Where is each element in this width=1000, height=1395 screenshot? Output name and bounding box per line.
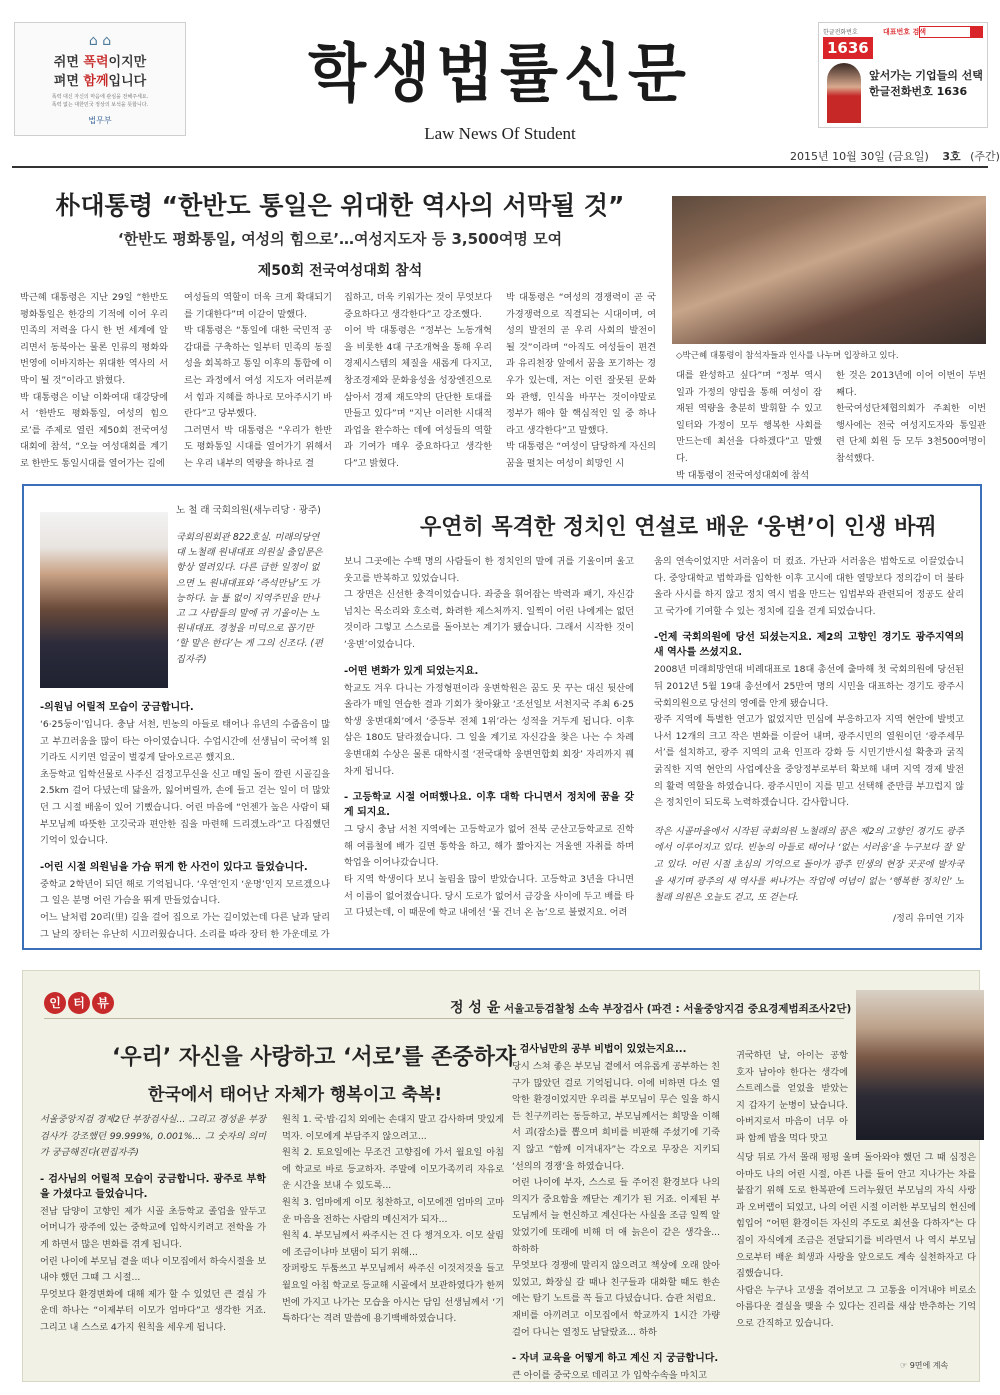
representative-photo <box>40 512 168 688</box>
profile-column-3 <box>654 554 964 944</box>
interview-badge <box>44 992 116 1014</box>
lead-subheadline-2: 제50회 전국여성대회 참석 <box>257 263 423 279</box>
representative-name: 노 철 래 국회의원(새누리당 · 광주) <box>176 505 321 516</box>
interview-badge-char-3: 뷰 <box>92 992 114 1014</box>
profile-column-2 <box>344 554 634 944</box>
lead-column-2: 여성들의 역할이 더욱 크게 확대되기를 기대한다”며 이같이 말했다. 박 대통령은 “통일에 대한 국민적 공감대를 구축하는 일부터 민족의 동질성을 회복하고 통일 이후의 통합에 이르는 과정에서 여성 지도자 여러분께서 힘과 지혜를 하나로 모아주시기 바란다”고 당부했다. 그러면서 박 대통령은 “우리가 한반도 평화통일 시대를 열어가기 위해서는 우리 내부의 역량을 하나로 결 <box>184 292 332 469</box>
profile-answer-5: 2008년 미래희망연대 비례대표로 18대 총선에 출마해 첫 국회의원에 당선된 뒤 2012년 5월 19대 총선에서 25만여 명의 시민을 대표하는 경기도 광주시 국회의원으로 당선의 영예를 안게 됐습니다. 광주 지역에 특별한 연고가 없었지만 민심에 부응하고자 지역 현안에 발벗고 나서 12개의 크고 작은 변화를 이끌어 내며, 광주시민의 열원이던 ‘광주세무서’를 설치하고, 광주 지역의 교육 인프라 강화 등 시민기반시설 확충과 굵직굵직한 지역 현안의 사업예산을 중앙정부로부터 확보해 내며 지역 경제 발전의 활력 역할을 하였습니다. 광주시민이 지를 믿고 선택해 준만큼 부끄럽지 않은 정치인이 되도록 노력하겠습니다. 감사합니다. <box>654 664 964 809</box>
interview-column-4b: 식당 뒤로 가서 몰래 펑펑 울며 돌아와야 했던 그 때 심정은 아마도 나의 어린 시절, 아픈 나를 들어 안고 지나가는 차를 붙잡기 위해 도로 한복판에 드러누웠던 부모님의 자식 사랑과 오버랩이 되었고, 나의 어린 시절 이러한 부모님의 헌신에 힘입어 “어떤 환경이든 자신의 주도로 최선을 다하자”는 다짐이 자식에게 조금은 전달되기를 비라면서 나 역시 부모님으로부터 배운 희생과 사랑을 앞으로도 계속 실천하자고 다짐했습니다. 사람은 누구나 고생을 겪어보고 그 고통을 이겨내야 비로소 아름다운 결실을 맺을 수 있다는 진리를 새삼 반추하는 기억으로 간직하고 있습니다. <box>736 1152 976 1329</box>
interview-subheadline: 한국에서 태어난 자체가 행복이고 축복! <box>148 1085 443 1105</box>
lead-headline: 朴대통령 “한반도 통일은 위대한 역사의 서막될 것” <box>55 191 625 220</box>
profile-column-1 <box>40 690 330 944</box>
profile-intro: 국회의원회관 822호실. 미래의당연대 노철래 원내대표 의원실 출입문은 항상 열려있다. 다른 급한 일정이 없으면 노 원내대표와 ‘즉석만남’도 가능하다. 늘 틀 없이 지역주민을 만나고 그 사람들의 말에 귀 기울이는 노 원내대표. 경청을 미덕으로 꼽기만 ‘할 말은 한다’는 게 그의 신조다. (편집자주) <box>176 532 323 665</box>
interviewee-byline <box>450 997 851 1017</box>
profile-answer-3: 학교도 겨우 다니는 가정형편이라 웅변학원은 꿈도 못 꾸는 대신 뒷산에 올라가 매일 연습한 결과 기회가 찾아왔고 ‘조선일보 서천지국 주최 6·25 학생 웅변대회’에서 ‘중등부 전체 1위’라는 성적을 거두게 됩니다. 이후 삼은 180도 달라졌습니다. 그 일을 계기로 자신감을 찾은 나는 수 차례 웅변대회 수상은 물론 대학시절 ‘전국대학 웅변연합회 회장’ 자리까지 꿰차게 됩니다. <box>344 682 634 777</box>
ad-right-slogan2: 한글전화번호 1636 <box>869 85 968 98</box>
interview-rule <box>44 1018 844 1019</box>
masthead-rule <box>12 166 988 168</box>
interview-question-1: - 검사님의 어릴적 모습이 궁금합니다. 광주로 부학을 가셨다고 들었습니다. <box>40 1173 266 1200</box>
profile-closing: 작은 시골마을에서 시작된 국회의원 노철래의 꿈은 제2의 고향인 경기도 광주에서 이루어지고 있다. 빈농의 아들로 태어나 ‘없는 서러움’을 누구보다 잘 알고 있다. 어린 시절 초심의 기억으로 돌아가 광주 민생의 현장 곳곳에 발자국을 새기며 광주의 새 역사를 써나가는 작업에 여념이 없는 ‘행복한 정치인’ 노철래 의원은 오늘도 걷고, 또 걷는다. <box>654 825 964 904</box>
ad-right-search-input[interactable] <box>919 26 971 38</box>
masthead-subtitle: Law News Of Student <box>424 124 576 143</box>
lead-photo-caption: ◇박근혜 대통령이 참석자들과 인사를 나누며 입장하고 있다. <box>676 351 899 361</box>
lead-column-1: 박근혜 대통령은 지난 29일 “한반도 평화통일은 한강의 기적에 이어 우리 민족의 저력을 다시 한 번 세계에 알리면서 동북아는 물론 인류의 평화와 번영에 이바지하는 위대한 역사의 서막이 될 것”이라고 밝혔다. 박 대통령은 이날 이화여대 대강당에서 ‘한반도 평화통일, 여성의 힘으로’를 주제로 열린 제50회 전국여성대회에 참석, “오늘 여성대회를 계기로 한반도 통일시대를 열어가는 길에 <box>20 292 168 469</box>
profile-answer-1: ‘6·25둥이’입니다. 충남 서천, 빈농의 아들로 태어나 유년의 수줍음이 많고 부끄러움을 많이 타는 아이였습니다. 수업시간에 선생님이 국어책 읽기라도 시키면 얼굴이 벌겋게 달아오르곤 했지요. 초등학교 입학선물로 사주신 검정고무신을 신고 매일 돌이 깔린 시골길을 2.5km 걸어 다녔는데 닳을까, 잃어버릴까, 손에 들고 걷는 일이 더 많았던 그 시절 배움이 있어 기뻤습니다. 어린 마음에 “언젠가 높은 사람이 돼 부모님께 따뜻한 고깃국과 편안한 집을 마련해 드리겠노라”고 다짐했던 기억이 있습니다. <box>40 719 330 847</box>
ad-right-slogan1: 앞서가는 기업들의 선택 <box>869 69 983 82</box>
interview-column-2: 원칙 1. 국·밥·김치 외에는 손대지 말고 감사하며 맛있게 먹자. 이모에게 부담주지 않으려고... 원칙 2. 토요일에는 무조건 고향집에 가서 월요일 아침에 학교로 바로 등교하자. 주말에 이모가족끼리 자유로운 시간을 보내 수 있도록... 원칙 3. 엄마에게 이모 칭찬하고, 이모에겐 엄마의 고마운 마음을 전하는 사람의 메신저가 되자... 원칙 4. 부모님께서 싸주시는 건 다 챙겨오자. 이모 살림에 조금이나마 보탬이 되기 위해... 장퍼랑도 두툼쓰고 부모님께서 싸주신 이것저것을 들고 월요일 아침 학교로 등교해 시골에서 보관하였다가 한꺼번에 가지고 나가는 모습을 아시는 담임 선생님께서 ‘기특하다’는 격려 말씀에 용기백배하였습니다. <box>282 1114 504 1325</box>
lead-column-5: 대를 완성하고 싶다”며 “정부 역시 일과 가정의 양립을 통해 여성이 잠재된 역량을 충분히 발휘할 수 있고 일터와 가정이 모두 행복한 사회를 만드는데 최선을 다하겠다”고 말했다. 박 대통령이 전국여성대회에 참석 <box>676 370 822 481</box>
lead-photo <box>672 196 986 344</box>
profile-answer-2: 중학교 2학년이 되던 해로 기억됩니다. ‘우연’인지 ‘운명’인지 모르겠으나 그 일은 분명 어린 가슴을 뛰게 만들었습니다. 어느 날처럼 20리(里) 길을 걸어 집으로 가는 길이었는데 다른 날과 달리 그 날의 장터는 유난히 시끄러웠습니다. 소리를 따라 장터 한 가운데로 가 <box>40 878 330 940</box>
profile-answer-4: 그 당시 충남 서천 지역에는 고등학교가 없어 전북 군산고등학교로 진학해 여름철에 배가 길면 통학을 하고, 해가 짧아지는 겨울엔 자취를 하며 학업을 이어나갔습니다. 타 지역 학생이다 보니 놀림을 많이 받았습니다. 고등학교 3년을 다니면서 이름이 없어졌습니다. 당시 도로가 없어서 금강을 사이에 두고 배를 타고 다녔는데, 이 때문에 학교 내에선 ‘물 건너 온 놈’으로 불렸지요. 어려 <box>344 824 634 919</box>
ad-left-line1: 쥐면 폭력이지만 <box>53 55 147 70</box>
ad-left-line2: 펴면 함께입니다 <box>53 74 147 89</box>
ad-right-search-label: 대표번호 검색 <box>883 28 927 36</box>
profile-question-1: -의원님 어릴적 모습이 궁금합니다. <box>40 702 194 713</box>
interview-intro: 서울중앙지검 경제2단 부장검사실... 그리고 경성윤 부장검사가 강조했던 99.999%, 0.001%... 그 숫자의 의미가 궁금해진다(편집자주) <box>40 1114 266 1159</box>
lead-subheadline: ‘한반도 평화통일, 여성의 힘으로’…여성지도자 등 3,500여명 모여 <box>117 230 563 248</box>
ad-banner-right[interactable] <box>818 22 988 128</box>
interviewee-title: 서울고등검찰청 소속 부장검사 (파견 : 서울중앙지검 중요경제범죄조사2단) <box>500 1003 852 1015</box>
search-icon[interactable] <box>971 26 983 38</box>
dateline <box>790 148 1000 164</box>
issue-number: 3호 <box>942 150 961 163</box>
profile-question-3: -어떤 변화가 있게 되었는지요. <box>344 665 479 677</box>
profile-continued: 보니 그곳에는 수백 명의 사람들이 한 정치인의 말에 귀를 기울이며 울고 웃고를 반복하고 있었습니다. 그 장면은 신선한 충격이었습니다. 좌중을 휘어잡는 박력과 패기, 자신감 넘치는 목소리와 호소력, 화려한 제스처까지. 일찍이 어린 나에게는 없던 것이라 그렇고 스스로를 돌아보는 계기가 됐습니다. 그래서 시작한 것이 ‘웅변’이었습니다. <box>344 556 634 650</box>
continued-notice: ☞ 9면에 계속 <box>900 1361 949 1370</box>
interview-badge-char-2: 터 <box>68 992 90 1014</box>
interview-answer-2: 당시 스쳐 좋은 부모님 곁에서 여유롭게 공부하는 친구가 많았던 걸로 기억됩니다. 이에 비하면 다소 열악한 환경이었지만 우리를 부모님이 무슨 일을 하시든 친구끼리는 동등하고, 부모님께서는 희망을 이해서 괴(잠소)를 뽑으며 희비를 비판해 주셨기에 기죽지 않고 “함께 이겨내자”는 각오로 무장은 지키되 ‘선의의 경쟁’을 하였습니다. 어린 나이에 부자, 스스로 들 주어진 환경보다 나의 의지가 중요함을 깨닫는 계기가 된 거죠. 이제된 부도님께서 늘 헌신하고 계신다는 사실을 조금 일찍 알았었기에 또래에 비해 더 애 늙은이 같은 생각을... 하하하 무엇보다 경쟁에 말리지 않으려고 책상에 오래 앉아 있었고, 화장실 갈 때나 친구들과 대화할 때도 한손에는 탐기 노트를 꼭 들고 다녔습니다. 습관 처럼요. 재비를 아끼려고 이모집에서 학교까지 1시간 가량 걸어 다니는 열정도 남달랐죠... 하하 <box>512 1061 720 1338</box>
interview-headline: ‘우리’ 자신을 사랑하고 ‘서로’를 존중하자 <box>112 1045 517 1070</box>
profile-credit: /정리 유미연 기자 <box>892 912 964 924</box>
lead-column-4: 박 대통령은 “여성의 경쟁력이 곧 국가경쟁력으로 직결되는 시대이며, 여성의 발전의 곧 우리 사회의 발전이 될 것”이라며 “아직도 여성들이 편견과 유리천장 앞에서 꿈을 포기하는 경우가 있는데, 저는 이런 잘못된 문화와 관행, 인식을 바꾸는 것이야말로 정부가 해야 할 핵심적인 일 중 하나라고 생각한다”고 말했다. 박 대통령은 “여성이 담당하게 자신의 꿈을 펼치는 여성이 희망인 시 <box>506 292 656 469</box>
interview-column-3 <box>512 1042 720 1382</box>
ad-left-org: 법무부 <box>88 116 112 125</box>
lead-column-6: 한 것은 2013년에 이어 이번이 두번째다. 한국여성단체협의회가 주최한 이번 행사에는 전국 여성지도자와 통일관련 단체 회원 등 모두 3천500여명이 참석했다. <box>836 370 986 464</box>
profile-question-2: -어린 시절 의원님을 가슴 뛰게 한 사건이 있다고 들었습니다. <box>40 861 308 873</box>
ad-left-small: 폭력 대신 자신의 마음에 관심을 전해주세요. 폭력 없는 대한민국 정상의 보석을 뜻합니다. <box>51 94 149 108</box>
issue-frequency: (주간) <box>970 150 1000 163</box>
issue-date: 2015년 10월 30일 (금요일) <box>790 150 929 163</box>
interviewee-name: 정 성 윤 <box>450 1000 501 1016</box>
ad-banner-left[interactable] <box>14 22 186 136</box>
interview-answer-1: 전남 담양이 고향인 제가 시골 초등학교 졸업을 앞두고 어머니가 광주에 있는 중학교에 입학시키려고 전학을 가게 하면서 많은 변화를 겪게 됩니다. 어린 나이에 부모님 곁을 떠나 이모집에서 하숙시절을 보내야 했던 그때 그 시절... 무엇보다 환경변화에 대해 제가 할 수 있었던 큰 결심 가운데 하나는 “이제부터 이모가 엄마다”고 생각한 거죠. 그리고 내 스스로 4가지 원칙을 세우게 됩니다. <box>40 1205 266 1333</box>
interview-column-1 <box>40 1112 266 1367</box>
profile-headline: 우연히 목격한 정치인 연설로 배운 ‘웅변’이 인생 바꿔 <box>420 515 937 540</box>
interview-question-2: - 검사님만의 공부 비법이 있었는지요... <box>512 1044 687 1055</box>
interview-answer-3: 큰 아이를 중국으로 데리고 가 입학수속을 마치고 <box>512 1370 708 1382</box>
ad-right-mini: 한글전화번호 <box>823 29 858 36</box>
model-figure <box>827 63 861 123</box>
profile-question-4: - 고등학교 시절 어떠했나요. 이후 대학 다니면서 정치에 꿈을 갖게 되지요. <box>344 792 634 819</box>
profile-question-5: -언제 국회의원에 당선 되셨는지요. 제2의 고향인 경기도 광주지역의 새 역사를 쓰셨지요. <box>654 632 964 659</box>
interview-question-3: - 자녀 교육을 어떻게 하고 계신 지 궁금합니다. <box>512 1353 719 1365</box>
lead-column-3: 집하고, 더욱 키워가는 것이 무엇보다 중요하다고 생각한다”고 강조했다. 이어 박 대통령은 “정부는 노동개혁을 비롯한 4대 구조개혁을 통해 우리 경제시스템의 체질을 새롭게 다지고, 창조경제와 문화융성을 성장엔진으로 삼아서 경제 재도약의 단단한 토대를 만들고 있다”며 “지난 이러한 시대적 과업을 완수하는 데에 여성들의 역할과 기여가 매우 중요하다고 생각한다”고 밝혔다. <box>344 292 492 469</box>
profile-continued-2: 움의 연속이었지만 서러움이 더 컸죠. 가난과 서러움은 법학도로 이끌었습니다. 중앙대학교 법학과를 입학한 이후 고시에 대한 열망보다 정의감이 더 불타올라 사시를 하지 않고 정치 역시 법을 만드는 입법부와 관련되어 정공도 살리고 국가에 기여할 수 있는 정치에 길을 걷게 되었습니다. <box>654 556 964 617</box>
house-icon: ⌂ ⌂ <box>88 33 112 49</box>
interviewee-photo <box>856 990 984 1140</box>
masthead-title: 학생법률신문 <box>308 37 692 111</box>
interview-column-4a: 귀국하던 날, 아이는 공항 호자 남아야 한다는 생각에 스트레스를 얻었을 받았는지 갑자기 눈병이 났습니다. 아버지로서 마음이 너무 아파 함께 밥을 먹다 맛고 <box>736 1050 848 1144</box>
interview-badge-char-1: 인 <box>44 992 66 1014</box>
ad-right-number: 1636 <box>823 37 873 59</box>
